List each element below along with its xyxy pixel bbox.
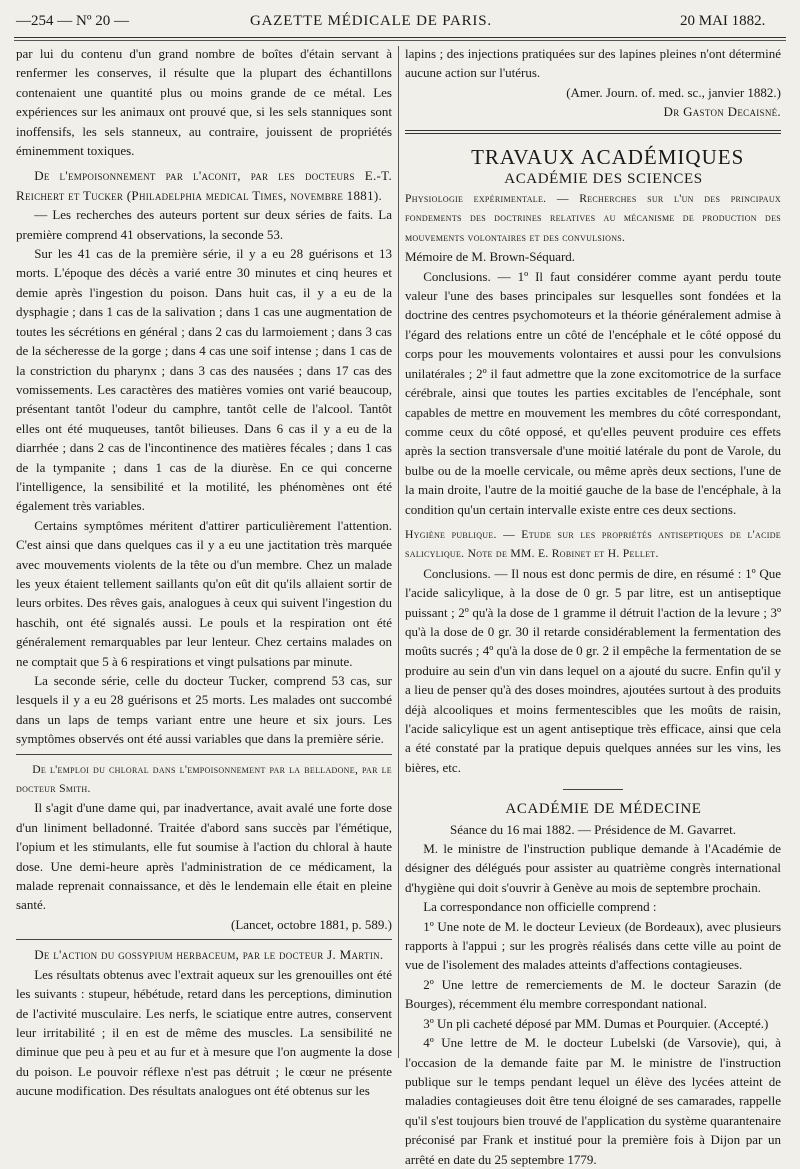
- section-divider: [16, 939, 392, 940]
- section-title-travaux: TRAVAUX ACADÉMIQUES: [471, 144, 745, 169]
- paragraph: La seconde série, celle du docteur Tucker, comprend 53 cas, sur lesquels il y a eu 28 guérisons et 25 morts. Les malades ont succombé dans un laps de temps variant entre une heure et six jours. Les symptômes observés ont été aussi variables que dans la première série.: [16, 673, 392, 747]
- source-citation: (Lancet, octobre 1881, p. 589.): [230, 916, 392, 932]
- paragraph: Conclusions. — Il nous est donc permis de dire, en résumé : 1º Que l'acide salicylique, à la dose de 0 gr. 5 par litre, est un antiseptique puissant ; 2º qu'à la dose de 1 gramme il détruit l'action de la levure ; 3º qu'à la dose de 0 gr. 30 il retarde considérablement la fermentation des moûts sucrés ; 4º qu'à la dose de 0 gr. 2 il empêche la fermentation de se produire au sein d'un vin dans lequel on a ajouté du sucre. Enfin qu'il y a lieu de penser qu'à des doses moindres, ajoutées surtout à des produits déjà alcooliques et moins fermentescibles que les moûts de raisin, l'acide salicylique est un agent antiseptique très efficace, ainsi que cela a été constaté par la pratique depuis quelques années sur les vins, les bières, etc.: [405, 565, 781, 775]
- paragraph: lapins ; des injections pratiquées sur des lapines pleines n'ont déterminé aucune action sur l'utérus.: [405, 46, 781, 81]
- article-title-chloral: De l'emploi du chloral dans l'empoisonnement par la belladone, par le docteur Smith.: [16, 762, 392, 796]
- page-number: —254 — Nº 20 —: [16, 13, 129, 29]
- source-citation: (Amer. Journ. of. med. sc., janvier 1882.): [566, 84, 781, 100]
- paragraph: 4º Une lettre de M. le docteur Lubelski (de Varsovie), qui, à l'occasion de la demande faite par M. le ministre de l'instruction publique sur le temps pendant lequel un élève des lycées atteint de maladies contagieuses doit être tenu éloigné de ses camarades, rappelle qu'il s'est toujours bien trouvé de l'application du système quarantenaire préconisé par Frank et institué pour la première fois à Dijon par un arrêté en date du 25 septembre 1779.: [405, 1035, 781, 1167]
- section-divider: [16, 754, 392, 755]
- header-rule: [14, 37, 786, 38]
- paragraph: Certains symptômes méritent d'attirer particulièrement l'attention. C'est ainsi que dans quelques cas il y a eu une jactitation très marquée avec mouvements violents de la tête ou d'un membre. Chez un malade les yeux étaient tellement saillants qu'on eût dit qu'ils allaient sortir de leurs orbites. Des rêves gais, analogues à ceux qui suivent l'ingestion du haschih, ont été signalés aussi. Le pouls et la respiration ont été généralement remarquables par leur lenteur. Chez certains malades on ne comptait que 5 à 6 respirations et vingt pulsations par minute.: [16, 517, 392, 669]
- article-title-physiologie: Physiologie expérimentale. — Recherches sur l'un des principaux fondements des doctrines relatives au mécanisme de production des mouvements volontaires et des convulsions.: [405, 192, 781, 244]
- journal-title: GAZETTE MÉDICALE DE PARIS.: [250, 13, 492, 29]
- paragraph: 3º Un pli cacheté déposé par MM. Dumas et Pourquier. (Accepté.): [423, 1015, 769, 1031]
- left-column: [16, 44, 392, 1101]
- section-title-medecine: ACADÉMIE DE MÉDECINE: [505, 801, 702, 818]
- paragraph: 1º Une note de M. le docteur Levieux (de Bordeaux), avec plusieurs rapports à l'appui ; sur les progrès réalisés dans cette ville au point de vue de l'isolement des malades atteints d'affections contagieuses.: [405, 918, 781, 973]
- page-header: [0, 8, 800, 32]
- paragraph: Il s'agit d'une dame qui, par inadvertance, avait avalé une forte dose d'un liniment belladonné. Traitée d'abord sans succès par l'émétique, l'opium et les stimulants, elle fut soumise à l'action du chloral à haute dose. Une demi-heure après l'administration de ce médicament, la malade reprenait connaissance, et dès le lendemain elle était en pleine santé.: [16, 800, 392, 913]
- paragraph: — Les recherches des auteurs portent sur deux séries de faits. La première comprend 41 observations, la seconde 53.: [16, 207, 392, 242]
- article-subtitle: Mémoire de M. Brown-Séquard.: [405, 249, 576, 265]
- article-title-aconit: De l'empoisonnement par l'aconit, par les docteurs E.-T. Reichert et Tucker (Philadelphia medical Times, novembre 1881).: [16, 168, 392, 203]
- section-title-sciences: ACADÉMIE DES SCIENCES: [504, 170, 703, 187]
- article-title-hygiene: Hygiène publique. — Etude sur les propriétés antiseptiques de l'acide salicylique. Note de MM. E. Robinet et H. Pellet.: [405, 527, 781, 561]
- issue-date: 20 MAI 1882.: [680, 13, 766, 29]
- right-column: [405, 44, 781, 1169]
- short-divider: [563, 789, 623, 790]
- article-title-gossypium: De l'action du gossypium herbaceum, par le docteur J. Martin.: [34, 947, 384, 963]
- section-double-rule: [405, 130, 781, 134]
- paragraph: par lui du contenu d'un grand nombre de boîtes d'étain servant à renfermer les conserves, il résulte que la plupart des échantillons contenaient une quantité plus ou moins grande de ce métal. Les expériences sur les animaux ont prouvé que, si les sels stanniques sont inoffensifs, les sels stanneux, au contraire, jouissent de propriétés éminemment toxiques.: [16, 46, 392, 159]
- paragraph: Sur les 41 cas de la première série, il y a eu 28 guérisons et 13 morts. L'époque des décès a varié entre 30 minutes et cinq heures et demie après l'ingestion du poison. Dans huit cas, il y a eu de la dysphagie ; dans 1 cas de la salivation ; dans 1 cas une augmentation de toutes les sécrétions en général ; dans 2 cas du larmoiement ; dans 3 cas de la sécheresse de la gorge ; dans 4 cas une soif intense ; dans 1 cas de la constriction du pharynx ; dans 3 cas des nausées ; dans 17 cas des vomissements. Les caractères des matières vomies ont varié beaucoup, présentant tantôt l'odeur du camphre, tantôt celle de l'alcool. Tantôt elles ont été muqueuses, tantôt bilieuses. Dans 6 cas il y a eu de la diarrhée ; dans 2 cas de l'incontinence des matières fécales ; dans 1 cas de la tympanite ; dans 1 cas de la diurèse. En ce qui concerne l'intelligence, la sensibilité et la motilité, les phénomènes ont été également très variables.: [16, 246, 392, 514]
- paragraph: Conclusions. — 1º Il faut considérer comme ayant perdu toute valeur l'une des bases principales sur lesquelles sont fondées et la doctrine des centres psychomoteurs et la théorie généralement admise à l'égard des relations entre un côté de l'encéphale et le côté opposé du corps pour les mouvements volontaires et aussi pour les convulsions unilatérales ; 2º il faut admettre que la zone excitomotrice de la surface cérébrale, ainsi que toutes les parties excitables de l'encéphale, sont capables de mettre en mouvement les membres du côté correspondant, comme ceux du côté opposé, et qu'elles peuvent produire ces effets après la section transversale d'une moitié latérale du pont de Varole, du bulbe ou de la moelle cervicale, ou même après deux sections, l'une de la main droite, l'autre de la moitié gauche de la base de l'encéphale, à la condition qu'un certain intervalle existe entre ces deux sections.: [405, 268, 781, 517]
- column-divider: [398, 46, 399, 1058]
- header-rule-secondary: [14, 40, 786, 41]
- paragraph: Les résultats obtenus avec l'extrait aqueux sur les grenouilles ont été les suivants : stupeur, hébétude, retard dans les perceptions, diminution de l'activité musculaire. Les nerfs, le sciatique entre autres, conservent leur irritabilité ; il en est de même des muscles. La sensibilité ne diminue que peu à peu et au fur et à mesure que l'on augmente la dose du poison. Le pouvoir réflexe n'est pas détruit ; le cœur ne présente aucune modification. Des résultats analogues ont été obtenus sur les: [16, 966, 392, 1099]
- paragraph: M. le ministre de l'instruction publique demande à l'Académie de désigner des délégués pour assister au quatrième congrès international d'hygiène qui doit s'ouvrir à Genève au mois de septembre prochain.: [405, 841, 781, 895]
- paragraph: 2º Une lettre de remerciements de M. le docteur Sarazin (de Bourges), récemment élu membre correspondant national.: [405, 976, 781, 1012]
- seance-line: Séance du 16 mai 1882. — Présidence de M. Gavarret.: [450, 821, 736, 837]
- paragraph: La correspondance non officielle comprend :: [423, 899, 657, 915]
- author-signature: Dr Gaston Decaisné.: [663, 104, 781, 120]
